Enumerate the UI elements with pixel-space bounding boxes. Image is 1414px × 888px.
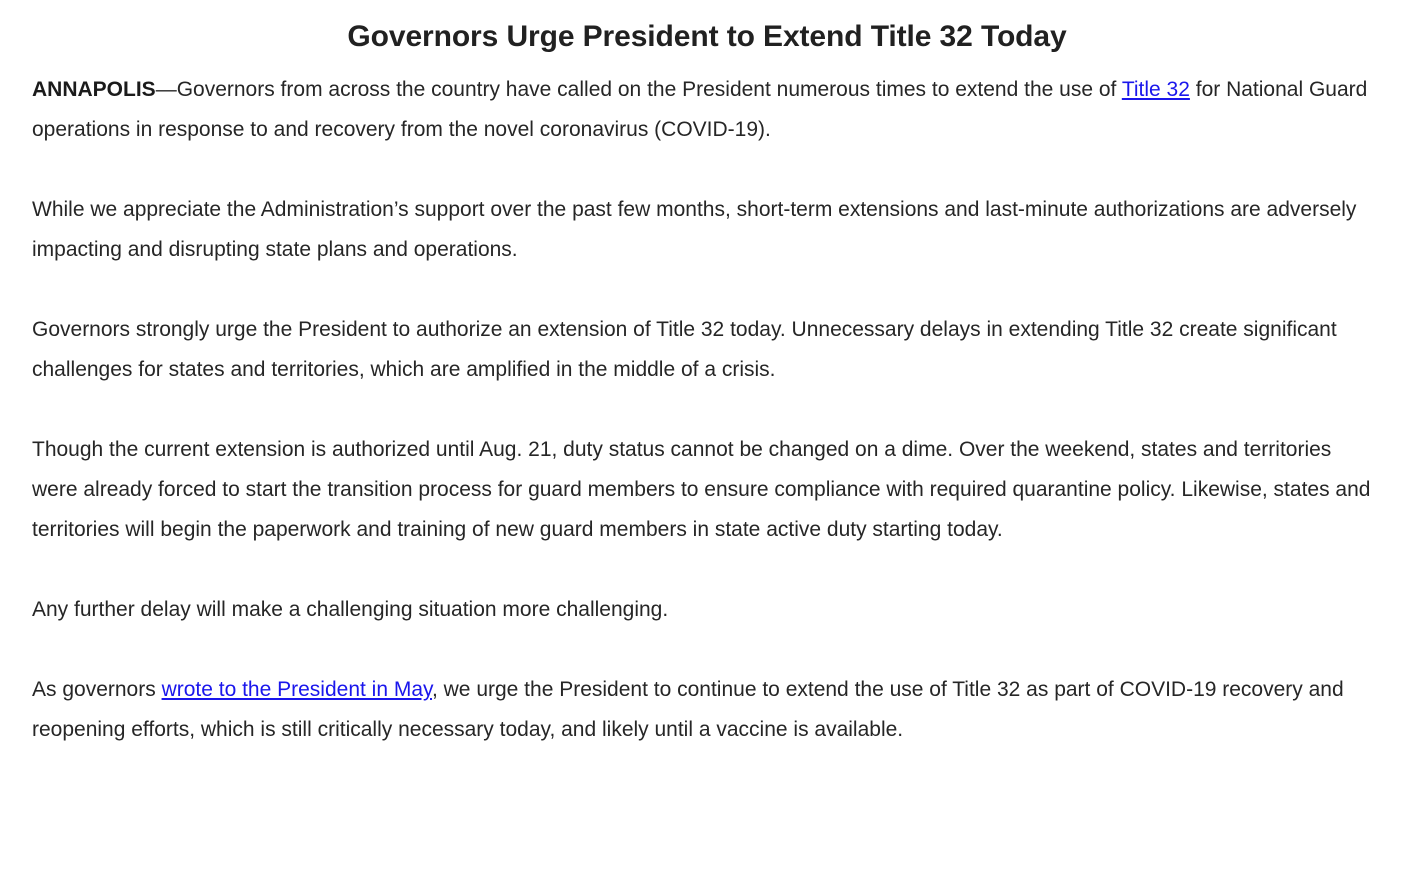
- page-title: Governors Urge President to Extend Title 32 Today: [347, 20, 1067, 53]
- paragraph-2: While we appreciate the Administration’s support over the past few months, short-term extensions and last-minute authorizations are adversely impacting and disrupting state plans and operations.: [32, 198, 1357, 261]
- paragraph-6-text-after-link: , we urge the President to continue to extend the use of Title 32 as part of COVID-19 recovery and reopening efforts, which is still critically necessary today, and likely until a vaccine is available.: [32, 678, 1344, 741]
- paragraph-6: [32, 670, 1382, 750]
- link-wrote-to-president-in-may[interactable]: wrote to the President in May: [161, 678, 432, 701]
- dateline-dash: —: [155, 78, 177, 101]
- paragraph-4: Though the current extension is authorized until Aug. 21, duty status cannot be changed on a dime. Over the weekend, states and territories were already forced to start the transition process for guard members to ensure compliance with required quarantine policy. Likewise, states and territories will begin the paperwork and training of new guard members in state active duty starting today.: [32, 438, 1371, 541]
- paragraph-5: Any further delay will make a challenging situation more challenging.: [32, 598, 669, 621]
- press-release-body: [32, 70, 1382, 750]
- paragraph-1: [32, 70, 1382, 150]
- paragraph-1-text-after-link: for National Guard operations in response to and recovery from the novel coronavirus (COVID-19).: [32, 78, 1368, 141]
- dateline-label: ANNAPOLIS: [32, 78, 156, 101]
- link-title-32[interactable]: Title 32: [1121, 78, 1190, 101]
- paragraph-3: Governors strongly urge the President to authorize an extension of Title 32 today. Unnecessary delays in extending Title 32 create significant challenges for states and territories, which are amplified in the middle of a crisis.: [32, 318, 1337, 381]
- paragraph-1-text-before-link: Governors from across the country have called on the President numerous times to extend the use of: [176, 78, 1122, 101]
- paragraph-6-text-before-link: As governors: [32, 678, 162, 701]
